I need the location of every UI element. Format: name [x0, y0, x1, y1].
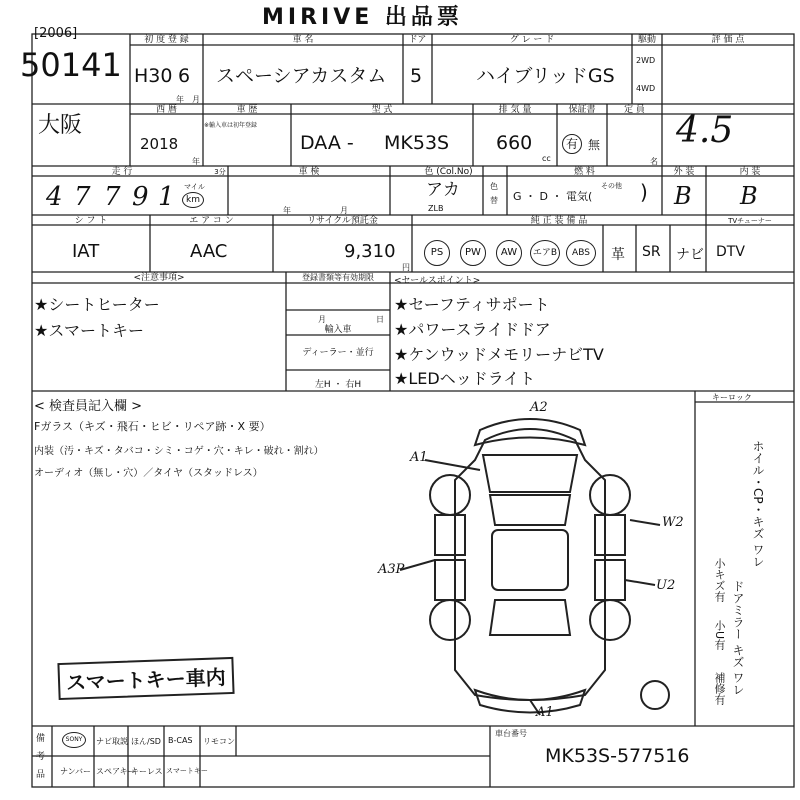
hdr-model: 型 式	[371, 105, 393, 115]
hdr-selling: <セールスポイント>	[394, 276, 481, 286]
mileage-digit-1: 4	[46, 182, 63, 212]
selling-point-1: ★セーフティサポート	[394, 295, 550, 314]
color-code: ZLB	[428, 204, 444, 213]
hdr-note-items: 備考品	[36, 734, 46, 780]
reg-month: 6	[178, 65, 191, 87]
displacement-value: 660	[496, 132, 533, 154]
hdr-tv-tuner: TVチューナー	[728, 217, 772, 225]
hdr-equipment: 純 正 装 備 品	[530, 216, 588, 226]
equip-aw: AW	[496, 240, 522, 266]
hdr-reg-due: 登録書類等有効期限	[302, 273, 374, 282]
hdr-inspection: 車 検	[298, 167, 320, 177]
damage-mark-a1-front: A1	[410, 450, 428, 465]
hdr-notes: <注意事項>	[133, 273, 185, 283]
damage-pointer-u2	[625, 580, 655, 585]
smart-key-stamp: スマートキー車内	[57, 657, 234, 700]
damage-pointer-w2	[630, 520, 660, 525]
capacity-unit: 名	[650, 157, 658, 166]
hdr-first-reg: 初 度 登 録	[144, 35, 189, 45]
hdr-keylock: キーロック	[712, 393, 752, 402]
equip-airbag: エアB	[530, 240, 560, 266]
score-value: 4.5	[676, 110, 734, 151]
yen-unit: 円	[402, 263, 410, 272]
drive-4wd: 4WD	[636, 84, 656, 93]
color-change: 色替	[490, 182, 498, 205]
mileage-digit-3: 7	[104, 182, 121, 212]
inspect-year-unit: 年	[283, 206, 291, 215]
bottom-sony: SONY	[62, 732, 86, 748]
selling-point-4: ★LEDヘッドライト	[394, 369, 536, 388]
hdr-displacement: 排 気 量	[498, 105, 532, 115]
hdr-doors: ドア	[408, 35, 427, 45]
bottom-hon-sd: ほん/SD	[131, 737, 161, 746]
side-note-small-dent: 小U有	[713, 620, 726, 651]
front-left-wheel	[430, 475, 470, 515]
mileage-digit-5: 1	[158, 182, 175, 212]
fuel-other: その他	[601, 182, 622, 190]
western-year-unit: 年	[192, 157, 200, 166]
western-year: 2018	[140, 135, 179, 153]
warranty-yes: 有	[562, 134, 582, 154]
history-note: ※輸入車は初年登録	[204, 122, 258, 129]
bottom-remote: リモコン	[203, 737, 235, 746]
side-note-mirror: ドアミラー キズ ワレ	[731, 580, 745, 696]
equip-pw: PW	[460, 240, 486, 266]
left-rear-door	[435, 560, 465, 600]
damage-mark-w2: W2	[662, 515, 684, 530]
damage-mark-a3p: A3P	[378, 562, 405, 577]
fuel-close: )	[640, 180, 648, 204]
hdr-aircon: エ ア コ ン	[189, 216, 234, 226]
equip-navi: ナビ	[676, 247, 704, 263]
hdr-interior: 内 装	[739, 167, 761, 177]
damage-mark-a2: A2	[530, 400, 548, 415]
model-prefix: DAA -	[300, 132, 354, 154]
year-tag: [2006]	[34, 26, 78, 41]
inspector-glass: Fガラス（キズ・飛石・ヒビ・リペア跡・X 要）	[34, 420, 271, 433]
bottom-navi-manual: ナビ取説	[96, 737, 128, 746]
reg-handle-label: 左H ・ 右H	[314, 380, 362, 390]
note-1: ★シートヒーター	[34, 295, 160, 314]
inspect-month-unit: 月	[340, 206, 348, 215]
mileage-digit-2: 7	[74, 182, 91, 212]
equip-leather: 革	[611, 247, 625, 263]
damage-mark-a1-rear: A1	[536, 705, 554, 720]
model-code: MK53S	[384, 132, 450, 154]
car-roof	[492, 530, 568, 590]
front-right-wheel	[590, 475, 630, 515]
front-bumper	[475, 419, 585, 445]
reg-dealer-label: ディーラー・並行	[302, 348, 374, 358]
note-2: ★スマートキー	[34, 321, 145, 340]
reg-era-year: H30	[134, 65, 173, 87]
mileage-digit-4: 9	[132, 182, 149, 212]
selling-point-3: ★ケンウッドメモリーナビTV	[394, 345, 604, 364]
fuel-options: G ・ D ・ 電気(	[513, 190, 593, 203]
equip-dtv: DTV	[716, 244, 745, 260]
hdr-exterior: 外 装	[673, 167, 695, 177]
damage-pointer-a1-front	[425, 460, 480, 470]
bottom-number-plate: ナンバー	[60, 767, 92, 776]
reg-month-label: 月	[318, 315, 326, 324]
bottom-keyless: キーレス	[131, 767, 163, 776]
bottom-spare-key: スペアキー	[96, 767, 136, 776]
hdr-recycle: リサイクル預託金	[307, 216, 378, 226]
rear-left-wheel	[430, 600, 470, 640]
hdr-western-year: 西 暦	[156, 105, 177, 115]
hdr-chassis: 車台番号	[495, 729, 527, 738]
color-name: アカ	[426, 180, 460, 200]
hdr-inspector: < 検査員記入欄 >	[34, 399, 143, 414]
equip-sunroof: SR	[642, 244, 661, 260]
damage-pointer-a3p	[400, 560, 435, 570]
right-rear-door	[595, 560, 625, 600]
aircon-value: AAC	[190, 241, 228, 262]
equip-ps: PS	[424, 240, 450, 266]
side-note-repair: 補修有	[713, 672, 726, 705]
rear-right-wheel	[590, 600, 630, 640]
right-front-door	[595, 515, 625, 555]
hdr-history: 車 歴	[236, 105, 258, 115]
recycle-value: 9,310	[344, 241, 396, 262]
exterior-grade: B	[674, 182, 692, 210]
side-note-small-scratch: 小キズ有	[713, 558, 726, 602]
hood	[483, 455, 577, 492]
lot-number: 50141	[20, 46, 122, 84]
bottom-bcas: B-CAS	[168, 736, 193, 745]
left-front-door	[435, 515, 465, 555]
mileage-unit-mile: マイル	[184, 183, 205, 191]
rear-glass	[490, 600, 570, 635]
reg-day-label: 日	[376, 315, 384, 324]
form-title: MIRIVE 出品票	[262, 5, 463, 30]
reg-month-unit: 月	[192, 95, 200, 104]
damage-mark-u2: U2	[656, 578, 676, 593]
inspector-audio: オーディオ（無し・穴）／タイヤ（スタッドレス）	[34, 468, 263, 479]
grade-name: ハイブリッドGS	[476, 65, 615, 87]
interior-grade: B	[740, 182, 758, 210]
warranty-no: 無	[588, 138, 601, 152]
chassis-number: MK53S-577516	[545, 745, 690, 767]
selling-point-2: ★パワースライドドア	[394, 320, 551, 339]
hdr-score: 評 価 点	[711, 35, 745, 45]
location: 大阪	[38, 113, 83, 138]
mileage-unit-km: km	[182, 192, 204, 208]
hdr-shift: シ フ ト	[74, 216, 108, 226]
hdr-warranty: 保証書	[568, 105, 596, 115]
drive-2wd: 2WD	[636, 56, 656, 65]
equip-abs: ABS	[566, 240, 596, 266]
hdr-fuel: 燃 料	[574, 167, 595, 177]
inspector-interior: 内装（汚・キズ・タバコ・シミ・コゲ・穴・キレ・破れ・割れ）	[34, 446, 324, 457]
spare-tire	[641, 681, 669, 709]
hdr-color: 色 (Col.No)	[424, 167, 473, 177]
cc-unit: cc	[542, 154, 551, 163]
windshield	[490, 495, 570, 525]
hdr-car-name: 車 名	[292, 35, 314, 45]
hdr-capacity: 定 員	[624, 105, 645, 115]
door-count: 5	[410, 65, 423, 87]
car-name: スペーシアカスタム	[216, 65, 387, 87]
hdr-meter: 3分	[214, 168, 226, 176]
shift-value: IAT	[72, 241, 100, 262]
reg-year-unit: 年	[176, 95, 184, 104]
bottom-smart-key: スマートキー	[166, 767, 208, 775]
hdr-grade: グ レ ー ド	[509, 35, 555, 45]
hdr-mileage: 走 行	[111, 167, 133, 177]
hdr-drive: 駆動	[637, 35, 656, 45]
side-note-wheel: ホイル・CP・キズ ワレ	[751, 440, 765, 568]
reg-import-label: 輸入車	[324, 325, 352, 335]
